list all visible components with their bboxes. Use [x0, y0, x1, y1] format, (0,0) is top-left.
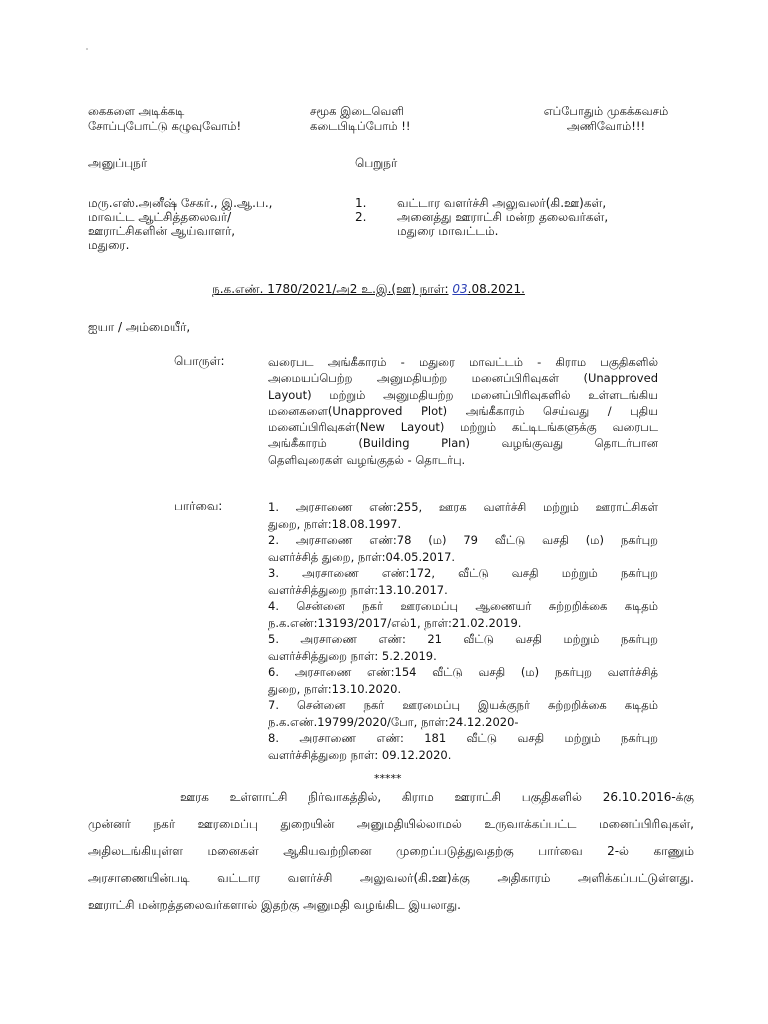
reference-line: 2. அரசாணை எண்:78 (ம) 79 வீட்டு வசதி (ம) நகர்புற	[268, 533, 658, 547]
from-line: ஊராட்சிகளின் ஆய்வாளர்,	[88, 224, 236, 238]
reference-line: 8. அரசாணை எண்: 181 வீட்டு வசதி மற்றும் நகர்புற	[268, 731, 658, 745]
to-address	[355, 196, 608, 238]
reference-line: வளர்ச்சித்துறை நாள்: 5.2.2019.	[268, 648, 437, 663]
reference-line: துறை, நாள்:13.10.2020.	[268, 681, 402, 696]
reference-day-handwritten: 03	[452, 282, 468, 296]
subject-line: மனைப்பிரிவுகள்(New Layout) மற்றும் கட்டிடங்களுக்கு வரைபட	[268, 420, 658, 435]
subject-line: Layout) மற்றும் அனுமதியற்ற மனைப்பிரிவுகளில் உள்ளடங்கிய	[268, 387, 658, 402]
to-item-text: மதுரை மாவட்டம்.	[397, 224, 499, 238]
reference-line: துறை, நாள்:18.08.1997.	[268, 516, 402, 531]
slogan-line: கடைபிடிப்போம் !!	[310, 119, 411, 133]
from-line: மாவட்ட ஆட்சித்தலைவர்/	[88, 210, 232, 224]
salutation: ஐயா / அம்மையீர்,	[88, 320, 191, 334]
subject-line: மனைகளை(Unapproved Plot) அங்கீகாரம் செய்வது / புதிய	[268, 403, 658, 418]
subject-label: பொருள்:	[174, 354, 225, 368]
from-heading: அனுப்புநர்	[88, 156, 148, 170]
subject-line: தெளிவுரைகள் வழங்குதல் - தொடர்பு.	[268, 452, 466, 467]
paragraph-line: ஊரக உள்ளாட்சி நிர்வாகத்தில், கிராம ஊராட்சி பகுதிகளில் 26.10.2016-க்கு	[180, 790, 694, 804]
slogan-line: அணிவோம்!!!	[566, 119, 646, 133]
paragraph-line: அதிலடங்கியுள்ள மனைகள் ஆகியவற்றினை முறைப்படுத்துவதற்கு பார்வை 2-ல் காணும்	[88, 844, 694, 858]
slogan-line: எப்போதும் முகக்கவசம்	[543, 104, 669, 118]
from-line: மதுரை.	[88, 238, 130, 252]
slogan-line: சோப்புபோட்டு கழுவுவோம்!	[88, 119, 242, 133]
from-address	[88, 196, 272, 252]
to-item-text: வட்டார வளர்ச்சி அலுவலர்(கி.ஊ)கள்,	[397, 196, 607, 210]
reference-line: வளர்ச்சித்துறை நாள்: 09.12.2020.	[268, 747, 452, 762]
body-paragraph	[88, 784, 694, 919]
to-item-text: அனைத்து ஊராட்சி மன்ற தலைவர்கள்,	[397, 210, 609, 224]
to-heading: பெறுநர்	[355, 156, 398, 170]
reference-line: 4. சென்னை நகர் ஊரமைப்பு ஆணையர் சுற்றறிக்கை கடிதம்	[268, 599, 658, 613]
subject-line: அங்கீகாரம் (Building Plan) வழங்குவது தொடர்பான	[268, 436, 658, 451]
reference-line: 3. அரசாணை எண்:172, வீட்டு வசதி மற்றும் நகர்புற	[268, 566, 658, 580]
slogan-mask	[536, 104, 676, 134]
separator-stars: *****	[374, 772, 402, 785]
reference-line: 7. சென்னை நகர் ஊரமைப்பு இயக்குநர் சுற்றறிக்கை கடிதம்	[268, 698, 658, 712]
from-line: மரு.எஸ்.அனீஷ் சேகர்., இ.ஆ.ப.,	[88, 196, 273, 210]
slogan-line: சமூக இடைவெளி	[310, 104, 405, 118]
subject-body	[268, 354, 658, 468]
reference-line: வளர்ச்சித் துறை, நாள்:04.05.2017.	[268, 549, 456, 564]
reference-line: 5. அரசாணை எண்: 21 வீட்டு வசதி மற்றும் நகர்புற	[268, 632, 658, 646]
slogan-hand-wash	[88, 104, 241, 134]
subject-line: வரைபட அங்கீகாரம் - மதுரை மாவட்டம் - கிராம பகுதிகளில்	[268, 355, 658, 369]
reference-line: 6. அரசாணை எண்:154 வீட்டு வசதி (ம) நகர்புற வளர்ச்சித்	[268, 665, 658, 679]
slogan-line: கைகளை அடிக்கடி	[88, 104, 185, 118]
reference-line: 1. அரசாணை எண்:255, ஊரக வளர்ச்சி மற்றும் ஊராட்சிகள்	[268, 500, 658, 514]
references-label: பார்வை:	[174, 499, 223, 513]
reference-text: ந.க.எண். 1780/2021/அ2 உ.இ.(ஊ) நாள்:	[212, 282, 449, 296]
reference-line: வளர்ச்சித்துறை நாள்:13.10.2017.	[268, 582, 448, 597]
subject-line: அமையப்பெற்ற அனுமதியற்ற மனைப்பிரிவுகள் (Unapproved	[268, 371, 658, 386]
slogan-social-distance	[310, 104, 410, 134]
paragraph-line: முன்னர் நகர் ஊரமைப்பு துறையின் அனுமதியில்லாமல் உருவாக்கப்பட்ட மனைப்பிரிவுகள்,	[88, 817, 694, 831]
to-item-number: 1.	[355, 196, 367, 210]
reference-number	[212, 282, 525, 298]
paragraph-line: ஊராட்சி மன்றத்தலைவர்களால் இதற்கு அனுமதி வழங்கிட இயலாது.	[88, 898, 461, 912]
references-list	[268, 499, 658, 763]
to-item-number: 2.	[355, 210, 367, 224]
scan-speck	[86, 48, 88, 50]
reference-date-rest: .08.2021.	[467, 282, 525, 296]
paragraph-line: அரசாணையின்படி வட்டார வளர்ச்சி அலுவலர்(கி.ஊ)க்கு அதிகாரம் அளிக்கப்பட்டுள்ளது.	[88, 871, 694, 885]
reference-line: ந.க.எண்.19799/2020/போ, நாள்:24.12.2020-	[268, 714, 519, 729]
reference-line: ந.க.எண்:13193/2017/எல்1, நாள்:21.02.2019.	[268, 615, 522, 630]
